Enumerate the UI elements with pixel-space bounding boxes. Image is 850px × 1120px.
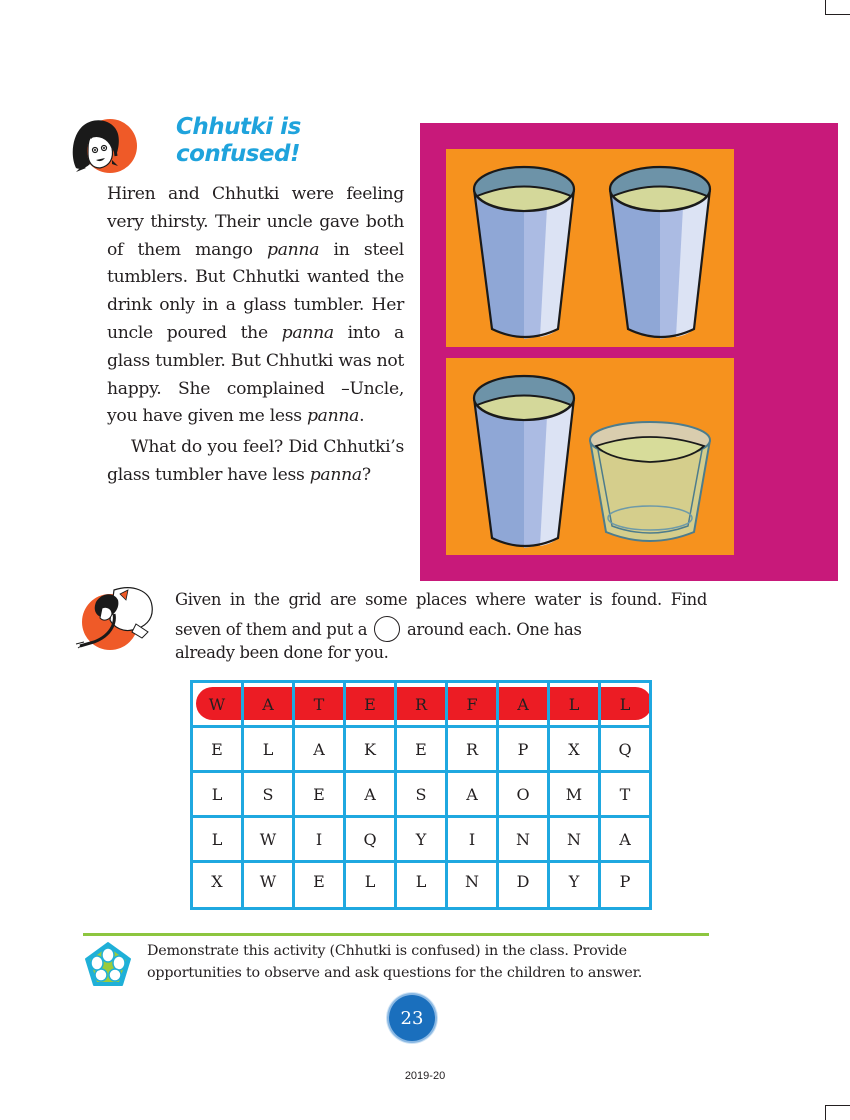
note-divider [83, 933, 709, 936]
story-text-segment: into a glass tumbler. But Chhutki was not happy. She complained –Uncle, you have given me less [107, 322, 404, 427]
grid-cell[interactable]: R [447, 727, 498, 772]
grid-cell[interactable]: N [447, 862, 498, 909]
instruction-text: around each. One has [406, 620, 582, 639]
story-paragraph-2 [107, 434, 404, 490]
grid-row [192, 772, 651, 817]
story-text-segment: ? [361, 464, 371, 485]
grid-cell[interactable]: A [243, 682, 294, 727]
grid-cell[interactable]: X [192, 862, 243, 909]
page-number-badge: 23 [389, 995, 435, 1041]
instruction-text: already been done for you. [175, 643, 389, 662]
teacher-note-line: opportunities to observe and ask questions for the children to answer. [147, 965, 643, 981]
grid-cell[interactable]: Q [345, 817, 396, 862]
grid-cell[interactable]: W [192, 682, 243, 727]
grid-cell[interactable]: Y [549, 862, 600, 909]
grid-cell[interactable]: Y [396, 817, 447, 862]
grid-cell[interactable]: F [447, 682, 498, 727]
steel-tumbler-icon [606, 163, 716, 343]
grid-cell[interactable]: I [294, 817, 345, 862]
grid-cell[interactable]: X [549, 727, 600, 772]
grid-cell[interactable]: L [396, 862, 447, 909]
grid-cell[interactable]: P [498, 727, 549, 772]
emphasis-panna: panna [267, 239, 320, 260]
grid-cell[interactable]: A [600, 817, 651, 862]
grid-cell[interactable]: D [498, 862, 549, 909]
illustration-panel-top [446, 149, 734, 347]
grid-cell[interactable]: S [243, 772, 294, 817]
emphasis-panna: panna [309, 464, 362, 485]
teacher-note [147, 940, 709, 984]
grid-cell[interactable]: A [447, 772, 498, 817]
grid-cell[interactable]: A [345, 772, 396, 817]
title-line-2: confused! [176, 141, 300, 167]
grid-cell[interactable]: S [396, 772, 447, 817]
story-text-segment: . [359, 406, 365, 427]
grid-cell[interactable]: P [600, 862, 651, 909]
crop-mark-top [825, 0, 850, 15]
grid-cell[interactable]: E [345, 682, 396, 727]
grid-cell[interactable]: W [243, 817, 294, 862]
girl-crawling-icon [74, 584, 170, 654]
grid-cell[interactable]: E [294, 772, 345, 817]
grid-cell[interactable]: A [294, 727, 345, 772]
illustration-panel-bottom [446, 358, 734, 555]
crop-mark-bottom [825, 1105, 850, 1120]
story-text-segment: in steel tumblers. But Chhutki wanted the drink only in a glass tumbler. Her uncle poured the [107, 239, 404, 343]
grid-cell[interactable]: L [549, 682, 600, 727]
grid-cell[interactable]: T [294, 682, 345, 727]
grid-cell[interactable]: N [549, 817, 600, 862]
grid-cell[interactable]: R [396, 682, 447, 727]
grid-cell[interactable]: T [600, 772, 651, 817]
girl-face-icon [68, 116, 140, 176]
grid-cell[interactable]: L [345, 862, 396, 909]
activity-instructions [175, 585, 707, 665]
grid-cell[interactable]: Q [600, 727, 651, 772]
grid-cell[interactable]: M [549, 772, 600, 817]
grid-cell[interactable]: L [192, 772, 243, 817]
grid-cell[interactable]: L [243, 727, 294, 772]
section-title [176, 114, 376, 168]
glass-tumbler-icon [586, 420, 716, 550]
grid-row [192, 817, 651, 862]
instruction-text: Given in the grid are some places where water is found. Find seven of them and put a [175, 590, 707, 639]
grid-cell[interactable]: L [192, 817, 243, 862]
grid-row [192, 682, 651, 727]
grid-cell[interactable]: E [192, 727, 243, 772]
story-text-segment: Hiren and Chhutki were feeling very thirsty. Their uncle gave both of them mango [107, 184, 404, 260]
story-text [107, 181, 404, 490]
grid-row [192, 727, 651, 772]
story-paragraph-1 [107, 181, 404, 431]
emphasis-panna: panna [281, 322, 334, 343]
title-line-1: Chhutki is [176, 114, 301, 140]
grid-cell[interactable]: N [498, 817, 549, 862]
edition-year: 2019-20 [404, 1070, 446, 1082]
grid-cell[interactable]: L [600, 682, 651, 727]
grid-cell[interactable]: A [498, 682, 549, 727]
grid-cell[interactable]: E [396, 727, 447, 772]
steel-tumbler-icon [470, 372, 580, 552]
teacher-note-line: Demonstrate this activity (Chhutki is confused) in the class. Provide [147, 943, 627, 959]
story-text-segment: What do you feel? Did Chhutki’s glass tumbler have less [107, 437, 404, 485]
grid-cell[interactable]: O [498, 772, 549, 817]
emphasis-panna: panna [306, 406, 360, 427]
grid-cell[interactable]: W [243, 862, 294, 909]
word-search-grid [190, 680, 652, 910]
flower-icon [84, 941, 132, 989]
tumbler-illustration [420, 123, 838, 581]
grid-cell[interactable]: K [345, 727, 396, 772]
grid-row [192, 862, 651, 909]
grid-cell[interactable]: I [447, 817, 498, 862]
grid-cell[interactable]: E [294, 862, 345, 909]
circle-icon [374, 616, 400, 642]
steel-tumbler-icon [470, 163, 580, 343]
